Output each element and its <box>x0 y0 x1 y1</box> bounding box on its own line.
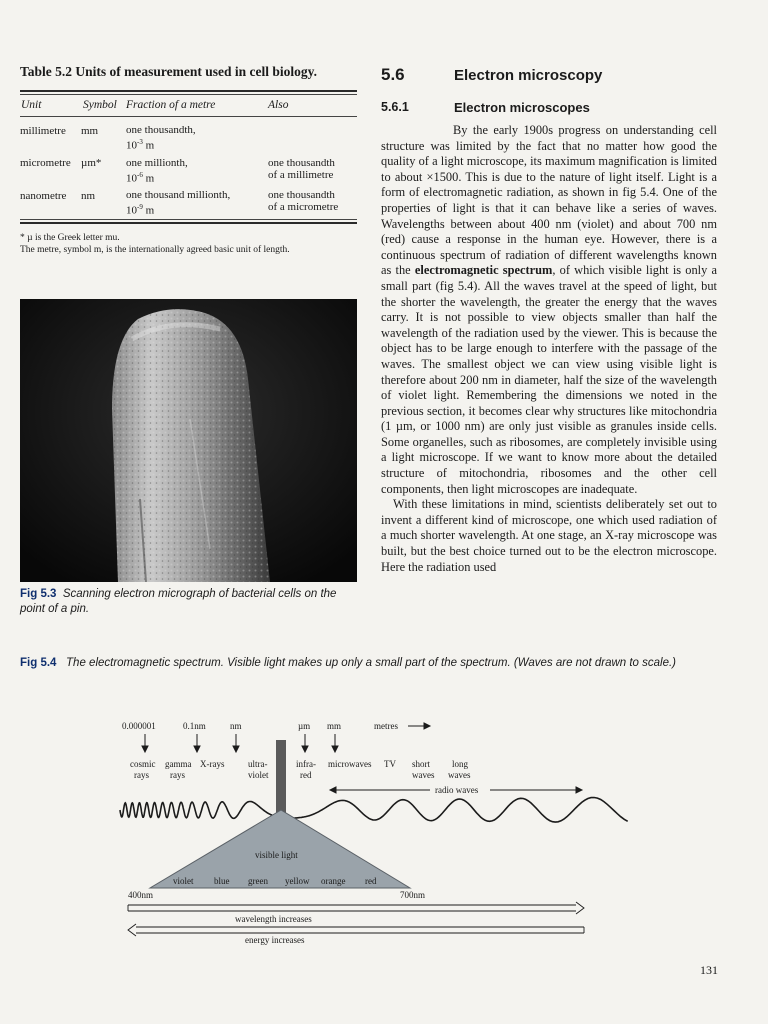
section-title: Electron microscopy <box>454 67 603 84</box>
term-electromagnetic-spectrum: electromagnetic spectrum <box>414 263 553 278</box>
fig-5-4-label: Fig 5.4 <box>20 657 57 669</box>
energy-increases-arrow <box>128 924 584 936</box>
scale-label: 0.000001 <box>122 721 156 731</box>
row-fraction <box>126 157 188 185</box>
header-unit: Unit <box>21 99 42 111</box>
subsection-number: 5.6.1 <box>381 100 409 114</box>
em-wave <box>120 798 628 823</box>
header-also: Also <box>268 99 289 111</box>
fig-5-4-text: The electromagnetic spectrum. Visible light makes up only a small part of the spectrum. (Waves are not drawn to scale.) <box>66 657 677 669</box>
also-text: of a millimetre <box>268 169 334 181</box>
scale-label: µm <box>298 721 311 731</box>
subsection-title: Electron microscopes <box>454 100 590 115</box>
fraction-text: one millionth, <box>126 157 188 169</box>
header-fraction: Fraction of a metre <box>126 99 216 111</box>
fraction-power: $10^{-9}$ m <box>126 203 155 217</box>
row-symbol: µm* <box>81 157 102 169</box>
scale-label: nm <box>230 721 242 731</box>
fig-5-3-caption <box>20 587 360 617</box>
colour-yellow: yellow <box>285 876 310 886</box>
type-label: TV <box>384 759 396 769</box>
colour-blue: blue <box>214 876 230 886</box>
colour-orange: orange <box>321 876 346 886</box>
section-number: 5.6 <box>381 65 405 84</box>
body-text <box>381 123 717 575</box>
row-unit: millimetre <box>20 125 66 137</box>
fraction-text: one thousand millionth, <box>126 189 231 201</box>
row-also <box>268 189 338 213</box>
scale-label: mm <box>327 721 342 731</box>
table-top-rule-2 <box>20 94 357 95</box>
paragraph-2: With these limitations in mind, scientists deliberately set out to invent a different kind of microscope, one which used radiation of a much shorter wavelength. At one stage, an X-ray microscope was built, but the best choice turned out to be the electron microscope. Here the radiation used <box>381 497 717 574</box>
row-fraction <box>126 189 230 217</box>
type-label: cosmic <box>130 759 156 769</box>
type-label: red <box>300 770 312 780</box>
row-also <box>268 157 335 181</box>
row-fraction <box>126 124 196 152</box>
type-label: infra- <box>296 759 316 769</box>
scale-label: 0.1nm <box>183 721 206 731</box>
fraction-text: one thousandth, <box>126 124 196 136</box>
type-label: short <box>412 759 430 769</box>
also-text: one thousandth <box>268 189 335 201</box>
type-label: waves <box>448 770 471 780</box>
visible-light-label: visible light <box>255 850 298 860</box>
fig-5-3-label: Fig 5.3 <box>20 588 57 600</box>
pin-micrograph-illustration <box>20 299 357 582</box>
table-label: Table 5.2 <box>20 64 73 79</box>
paragraph-1: By the early 1900s progress on understanding cell structure was limited by the fact that no matter how good the quality of a light microscope, its maximum magnification is limited to about ×1500. This is due to the nature of light itself. Light is a form of electromagnetic radiation, as shown in fig 5.4. One of the properties of light is that it can behave like a series of waves. Wavelengths between about 400 nm (violet) and about 700 nm (red) cause a response in the human eye. However, there is a continuous spectrum of radiation of different wavelengths known as the electromagnetic spectrum, of which visible light is only a small part (fig 5.4). All the waves travel at the speed of light, but the shorter the wavelength, the greater the energy that the waves carry. It is not possible to view objects smaller than half the wavelength of the radiation used by the viewer. This is because the object has to be large enough to interfere with the passage of the waves. The smallest object we can view using visible light is therefore about 200 nm in diameter, half the size of the wavelength of violet light. Remembering the dimensions we noted in the previous section, it becomes clear why structures like mitochondria (1 µm, or 1000 nm) are only just visible as granules inside cells. Some organelles, such as ribosomes, are completely invisible using a light microscope. If we want to know more about the detailed structure of mitochondria, ribosomes and the other cell components, then light microscopes are inadequate. <box>381 123 718 496</box>
colour-violet: violet <box>173 876 194 886</box>
table-note-mu: * µ is the Greek letter mu. <box>20 233 120 243</box>
wavelength-min-label: 400nm <box>128 890 154 900</box>
type-label: ultra- <box>248 759 268 769</box>
table-note-metre: The metre, symbol m, is the internationally agreed basic unit of length. <box>20 245 290 255</box>
table-header-rule <box>20 116 357 117</box>
also-text: of a micrometre <box>268 201 339 213</box>
visible-band-column <box>276 740 286 820</box>
colour-red: red <box>365 876 377 886</box>
energy-increases-label: energy increases <box>245 935 305 945</box>
fraction-power: $10^{-3}$ m <box>126 138 155 152</box>
type-label: rays <box>170 770 185 780</box>
fraction-power: $10^{-6}$ m <box>126 171 155 185</box>
fig-5-3-text: Scanning electron micrograph of bacterial cells on the point of a pin. <box>20 588 337 615</box>
row-symbol: mm <box>81 125 99 137</box>
type-label: rays <box>134 770 149 780</box>
wavelength-increases-arrow <box>128 902 584 914</box>
wavelength-increases-label: wavelength increases <box>235 914 312 924</box>
row-symbol: nm <box>81 190 96 202</box>
type-label: microwaves <box>328 759 372 769</box>
fig-5-4-caption <box>20 656 740 671</box>
type-label: X-rays <box>200 759 225 769</box>
table-bottom-rule-2 <box>20 222 357 224</box>
row-unit: micrometre <box>20 157 71 169</box>
wavelength-max-label: 700nm <box>400 890 426 900</box>
electromagnetic-spectrum-diagram <box>110 712 640 952</box>
type-label: gamma <box>165 759 192 769</box>
type-label: violet <box>248 770 269 780</box>
table-top-rule <box>20 90 357 92</box>
colour-green: green <box>248 876 268 886</box>
also-text: one thousandth <box>268 157 335 169</box>
row-unit: nanometre <box>20 190 67 202</box>
table-bottom-rule <box>20 219 357 220</box>
table-title <box>20 64 317 80</box>
type-label: long <box>452 759 469 769</box>
scale-label: metres <box>374 721 398 731</box>
radio-waves-label: radio waves <box>435 785 479 795</box>
page-number: 131 <box>700 963 718 977</box>
type-label: waves <box>412 770 435 780</box>
table-title-text: Units of measurement used in cell biology. <box>75 64 318 79</box>
micrograph-image <box>20 299 357 582</box>
header-symbol: Symbol <box>83 99 117 111</box>
